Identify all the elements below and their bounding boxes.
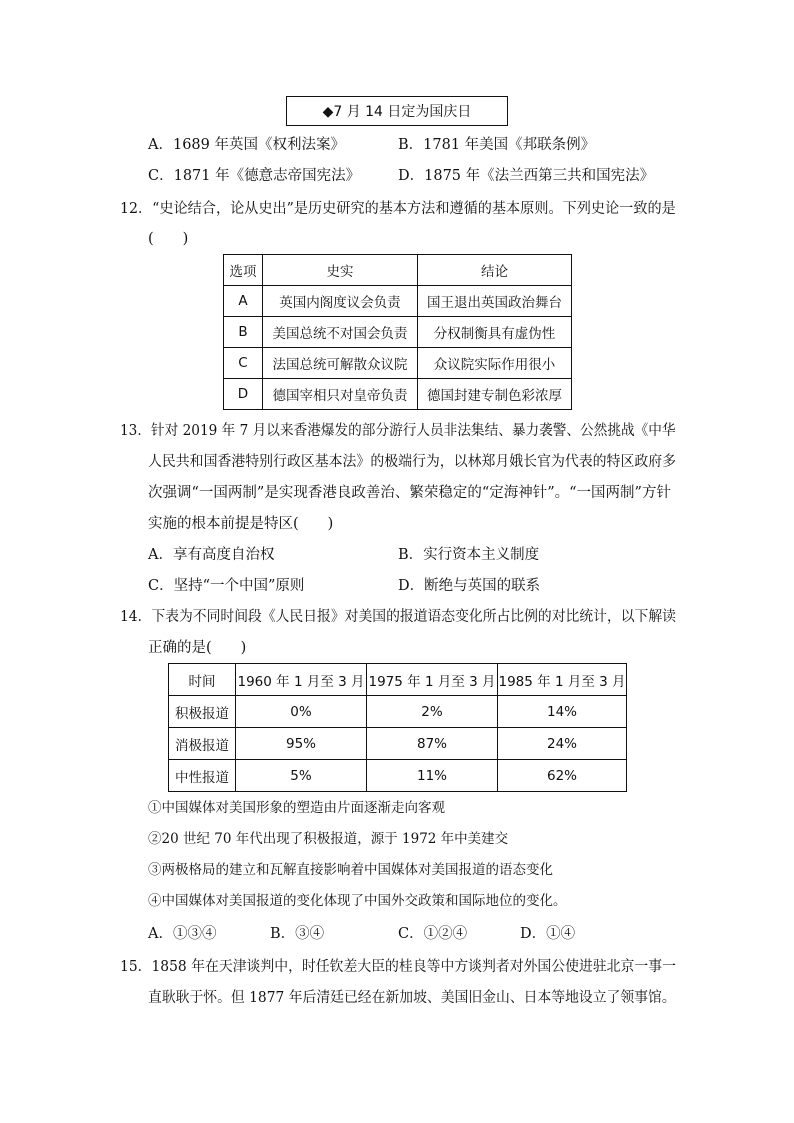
table-header-row: [224, 255, 572, 286]
q14-statement-4: ④中国媒体对美国报道的变化体现了中国外交政策和国际地位的变化。: [148, 893, 567, 909]
table-cell: 中性报道: [169, 760, 236, 792]
q14-stem-line2: 正确的是( ): [148, 640, 247, 656]
table-cell: 95%: [236, 728, 367, 760]
header-cell: 1975 年 1 月至 3 月: [367, 664, 498, 696]
header-cell: 选项: [224, 255, 263, 286]
table-cell: 0%: [236, 696, 367, 728]
quoted-statement-text: ◆7 月 14 日定为国庆日: [322, 104, 472, 120]
q13-stem-line2: 人民共和国香港特别行政区基本法》的极端行为，以林郑月娥长官为代表的特区政府多: [148, 454, 677, 470]
table-cell: 62%: [498, 760, 627, 792]
header-cell: 时间: [169, 664, 236, 696]
table-cell: D: [224, 379, 263, 410]
q14-statement-1: ①中国媒体对美国形象的塑造由片面逐渐走向客观: [148, 800, 445, 816]
table-cell: C: [224, 348, 263, 379]
q12-stem-line2: ( ): [148, 231, 189, 247]
header-cell: 1985 年 1 月至 3 月: [498, 664, 627, 696]
q11-option-a: A．1689 年英国《权利法案》: [148, 137, 345, 153]
q15-stem-line2: 直耿耿于怀。但 1877 年后清廷已经在新加坡、美国旧金山、日本等地设立了领事馆。: [148, 990, 676, 1006]
q14-table: [168, 663, 627, 792]
table-row: [169, 728, 627, 760]
table-cell: 24%: [498, 728, 627, 760]
q14-option-a: A．①③④: [148, 926, 217, 942]
table-row: [169, 760, 627, 792]
q13-stem-line1: 13．针对 2019 年 7 月以来香港爆发的部分游行人员非法集结、暴力袭警、公然挑战《中华: [120, 423, 676, 439]
q13-option-d: D．断绝与英国的联系: [398, 578, 541, 594]
header-cell: 1960 年 1 月至 3 月: [236, 664, 367, 696]
table-row: [224, 348, 572, 379]
table-cell: A: [224, 286, 263, 317]
table-cell: 5%: [236, 760, 367, 792]
q13-stem-line4: 实施的根本前提是特区( ): [148, 516, 334, 532]
table-cell: 法国总统可解散众议院: [263, 348, 418, 379]
q11-option-c: C．1871 年《德意志帝国宪法》: [148, 168, 361, 184]
header-cell: 结论: [418, 255, 572, 286]
table-cell: 2%: [367, 696, 498, 728]
table-row: [224, 379, 572, 410]
q14-option-d: D．①④: [520, 926, 576, 942]
q14-statement-2: ②20 世纪 70 年代出现了积极报道，源于 1972 年中美建交: [148, 831, 509, 847]
q12-table: [223, 254, 572, 410]
table-row: [224, 286, 572, 317]
q14-statement-3: ③两极格局的建立和瓦解直接影响着中国媒体对美国报道的语态变化: [148, 862, 553, 878]
q11-option-b: B．1781 年美国《邦联条例》: [398, 137, 596, 153]
table-cell: 14%: [498, 696, 627, 728]
q13-option-a: A．享有高度自治权: [148, 547, 275, 563]
q12-stem-line1: 12．“史论结合，论从史出”是历史研究的基本方法和遵循的基本原则。下列史论一致的是: [120, 201, 676, 217]
table-cell: 87%: [367, 728, 498, 760]
table-cell: 英国内阁度议会负责: [263, 286, 418, 317]
q14-stem-line1: 14．下表为不同时间段《人民日报》对美国的报道语态变化所占比例的对比统计，以下解读: [120, 609, 676, 625]
q13-option-c: C．坚持“一个中国”原则: [148, 578, 305, 594]
table-row: [224, 317, 572, 348]
table-cell: 国王退出英国政治舞台: [418, 286, 572, 317]
table-cell: 消极报道: [169, 728, 236, 760]
table-cell: 美国总统不对国会负责: [263, 317, 418, 348]
table-cell: 11%: [367, 760, 498, 792]
table-header-row: [169, 664, 627, 696]
table-cell: B: [224, 317, 263, 348]
table-cell: 积极报道: [169, 696, 236, 728]
table-cell: 德国宰相只对皇帝负责: [263, 379, 418, 410]
q13-stem-line3: 次强调“一国两制”是实现香港良政善治、繁荣稳定的“定海神针”。“一国两制”方针: [148, 485, 671, 501]
table-cell: 德国封建专制色彩浓厚: [418, 379, 572, 410]
table-row: [169, 696, 627, 728]
quoted-statement-box: [286, 96, 508, 126]
q13-option-b: B．实行资本主义制度: [398, 547, 540, 563]
q15-stem-line1: 15．1858 年在天津谈判中，时任钦差大臣的桂良等中方谈判者对外国公使进驻北京一事一: [120, 959, 676, 975]
q14-option-c: C．①②④: [398, 926, 468, 942]
table-cell: 分权制衡具有虚伪性: [418, 317, 572, 348]
q11-option-d: D．1875 年《法兰西第三共和国宪法》: [398, 168, 655, 184]
header-cell: 史实: [263, 255, 418, 286]
q14-option-b: B．③④: [270, 926, 325, 942]
table-cell: 众议院实际作用很小: [418, 348, 572, 379]
